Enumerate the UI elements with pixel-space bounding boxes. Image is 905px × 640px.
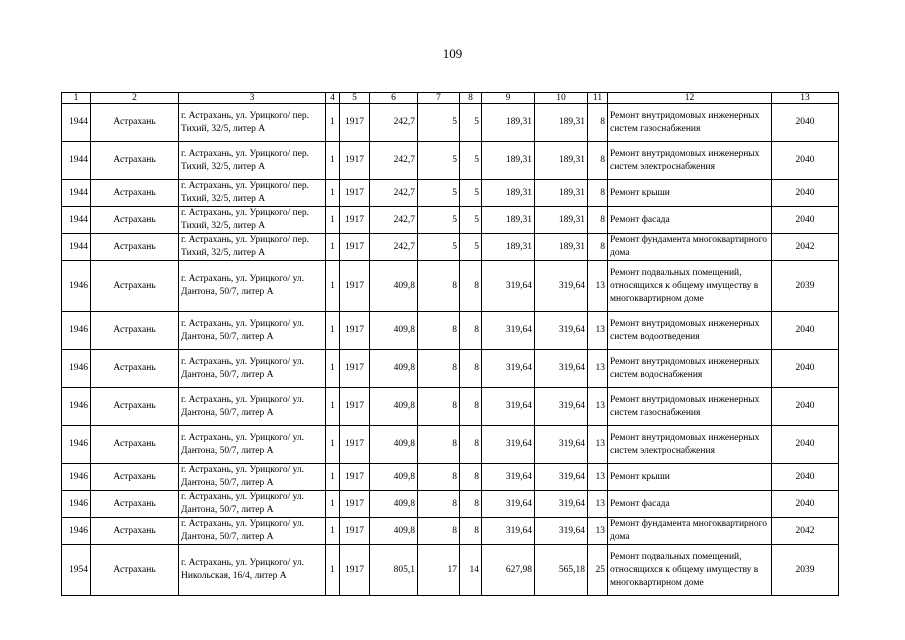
cell-col7: 5 bbox=[418, 142, 460, 180]
cell-area: 242,7 bbox=[370, 104, 418, 142]
table-row bbox=[62, 491, 839, 518]
cell-number: 1946 bbox=[62, 464, 91, 491]
table-row bbox=[62, 142, 839, 180]
cell-number: 1946 bbox=[62, 312, 91, 350]
cell-col7: 8 bbox=[418, 261, 460, 312]
cell-year-planned: 2039 bbox=[772, 261, 839, 312]
cell-city: Астрахань bbox=[91, 207, 179, 234]
cell-number: 1944 bbox=[62, 207, 91, 234]
cell-number: 1946 bbox=[62, 426, 91, 464]
cell-col9: 319,64 bbox=[482, 388, 535, 426]
cell-col4: 1 bbox=[326, 545, 340, 596]
column-header: 13 bbox=[772, 93, 839, 104]
cell-col9: 189,31 bbox=[482, 142, 535, 180]
cell-col10: 189,31 bbox=[535, 142, 588, 180]
cell-year: 1917 bbox=[340, 464, 370, 491]
cell-work-type: Ремонт внутридомовых инженерных систем водоотведения bbox=[608, 312, 772, 350]
table-row bbox=[62, 545, 839, 596]
cell-year: 1917 bbox=[340, 261, 370, 312]
cell-col8: 5 bbox=[460, 207, 482, 234]
cell-col10: 319,64 bbox=[535, 350, 588, 388]
cell-col9: 189,31 bbox=[482, 234, 535, 261]
cell-year-planned: 2040 bbox=[772, 388, 839, 426]
table-row bbox=[62, 207, 839, 234]
cell-work-type: Ремонт внутридомовых инженерных систем водоснабжения bbox=[608, 350, 772, 388]
cell-work-type: Ремонт подвальных помещений, относящихся к общему имуществу в многоквартирном доме bbox=[608, 261, 772, 312]
cell-area: 242,7 bbox=[370, 180, 418, 207]
cell-number: 1946 bbox=[62, 491, 91, 518]
cell-year-planned: 2040 bbox=[772, 312, 839, 350]
cell-col8: 8 bbox=[460, 350, 482, 388]
cell-address: г. Астрахань, ул. Урицкого/ пер. Тихий, 32/5, литер А bbox=[179, 142, 326, 180]
column-header: 6 bbox=[370, 93, 418, 104]
cell-work-type: Ремонт подвальных помещений, относящихся к общему имуществу в многоквартирном доме bbox=[608, 545, 772, 596]
column-header: 2 bbox=[91, 93, 179, 104]
cell-area: 409,8 bbox=[370, 518, 418, 545]
cell-city: Астрахань bbox=[91, 545, 179, 596]
column-header: 12 bbox=[608, 93, 772, 104]
cell-city: Астрахань bbox=[91, 261, 179, 312]
cell-col8: 8 bbox=[460, 312, 482, 350]
cell-col11: 8 bbox=[588, 207, 608, 234]
cell-year: 1917 bbox=[340, 518, 370, 545]
cell-col7: 5 bbox=[418, 234, 460, 261]
cell-col8: 5 bbox=[460, 104, 482, 142]
cell-col4: 1 bbox=[326, 426, 340, 464]
cell-col8: 5 bbox=[460, 234, 482, 261]
cell-address: г. Астрахань, ул. Урицкого/ ул. Дантона, 50/7, литер А bbox=[179, 518, 326, 545]
cell-col11: 13 bbox=[588, 426, 608, 464]
cell-col7: 8 bbox=[418, 350, 460, 388]
cell-year: 1917 bbox=[340, 207, 370, 234]
cell-col8: 8 bbox=[460, 464, 482, 491]
cell-year-planned: 2040 bbox=[772, 491, 839, 518]
table-row bbox=[62, 388, 839, 426]
cell-area: 409,8 bbox=[370, 350, 418, 388]
cell-col9: 319,64 bbox=[482, 426, 535, 464]
cell-col10: 565,18 bbox=[535, 545, 588, 596]
cell-col8: 8 bbox=[460, 518, 482, 545]
cell-year: 1917 bbox=[340, 104, 370, 142]
cell-year: 1917 bbox=[340, 312, 370, 350]
column-header: 5 bbox=[340, 93, 370, 104]
cell-col4: 1 bbox=[326, 491, 340, 518]
cell-number: 1946 bbox=[62, 261, 91, 312]
cell-city: Астрахань bbox=[91, 104, 179, 142]
cell-area: 409,8 bbox=[370, 388, 418, 426]
column-header: 3 bbox=[179, 93, 326, 104]
cell-col4: 1 bbox=[326, 350, 340, 388]
cell-year: 1917 bbox=[340, 426, 370, 464]
table-row bbox=[62, 464, 839, 491]
cell-col4: 1 bbox=[326, 104, 340, 142]
cell-work-type: Ремонт крыши bbox=[608, 180, 772, 207]
cell-city: Астрахань bbox=[91, 234, 179, 261]
table-row bbox=[62, 234, 839, 261]
cell-city: Астрахань bbox=[91, 180, 179, 207]
cell-area: 242,7 bbox=[370, 207, 418, 234]
table-row bbox=[62, 426, 839, 464]
cell-col8: 5 bbox=[460, 142, 482, 180]
cell-col4: 1 bbox=[326, 464, 340, 491]
cell-area: 409,8 bbox=[370, 312, 418, 350]
cell-col4: 1 bbox=[326, 261, 340, 312]
column-header: 1 bbox=[62, 93, 91, 104]
cell-col4: 1 bbox=[326, 518, 340, 545]
cell-address: г. Астрахань, ул. Урицкого/ ул. Дантона, 50/7, литер А bbox=[179, 464, 326, 491]
cell-address: г. Астрахань, ул. Урицкого/ пер. Тихий, 32/5, литер А bbox=[179, 234, 326, 261]
column-header: 11 bbox=[588, 93, 608, 104]
cell-number: 1946 bbox=[62, 350, 91, 388]
cell-col10: 319,64 bbox=[535, 388, 588, 426]
cell-col11: 13 bbox=[588, 388, 608, 426]
column-number-row bbox=[62, 93, 839, 104]
table-row bbox=[62, 312, 839, 350]
table-row bbox=[62, 180, 839, 207]
cell-area: 409,8 bbox=[370, 261, 418, 312]
cell-city: Астрахань bbox=[91, 518, 179, 545]
cell-work-type: Ремонт внутридомовых инженерных систем электроснабжения bbox=[608, 142, 772, 180]
cell-address: г. Астрахань, ул. Урицкого/ ул. Дантона, 50/7, литер А bbox=[179, 426, 326, 464]
cell-col9: 319,64 bbox=[482, 350, 535, 388]
cell-year-planned: 2040 bbox=[772, 350, 839, 388]
cell-area: 409,8 bbox=[370, 491, 418, 518]
table-row bbox=[62, 350, 839, 388]
cell-work-type: Ремонт фундамента многоквартирного дома bbox=[608, 518, 772, 545]
column-header: 7 bbox=[418, 93, 460, 104]
cell-col9: 319,64 bbox=[482, 491, 535, 518]
cell-col7: 8 bbox=[418, 388, 460, 426]
cell-city: Астрахань bbox=[91, 426, 179, 464]
cell-col7: 8 bbox=[418, 518, 460, 545]
cell-address: г. Астрахань, ул. Урицкого/ пер. Тихий, 32/5, литер А bbox=[179, 180, 326, 207]
cell-address: г. Астрахань, ул. Урицкого/ ул. Дантона, 50/7, литер А bbox=[179, 261, 326, 312]
column-header: 9 bbox=[482, 93, 535, 104]
cell-address: г. Астрахань, ул. Урицкого/ пер. Тихий, 32/5, литер А bbox=[179, 207, 326, 234]
cell-number: 1954 bbox=[62, 545, 91, 596]
cell-city: Астрахань bbox=[91, 142, 179, 180]
cell-col10: 189,31 bbox=[535, 234, 588, 261]
cell-col7: 8 bbox=[418, 491, 460, 518]
cell-year-planned: 2040 bbox=[772, 426, 839, 464]
cell-col11: 8 bbox=[588, 142, 608, 180]
capital-repair-table bbox=[61, 92, 839, 596]
cell-work-type: Ремонт фасада bbox=[608, 207, 772, 234]
cell-number: 1946 bbox=[62, 518, 91, 545]
cell-city: Астрахань bbox=[91, 464, 179, 491]
cell-col8: 8 bbox=[460, 426, 482, 464]
cell-col4: 1 bbox=[326, 180, 340, 207]
cell-year: 1917 bbox=[340, 545, 370, 596]
cell-col10: 189,31 bbox=[535, 207, 588, 234]
cell-col10: 319,64 bbox=[535, 491, 588, 518]
cell-col9: 189,31 bbox=[482, 207, 535, 234]
cell-year-planned: 2042 bbox=[772, 234, 839, 261]
cell-col11: 13 bbox=[588, 350, 608, 388]
table-row bbox=[62, 261, 839, 312]
cell-col9: 189,31 bbox=[482, 104, 535, 142]
cell-year-planned: 2042 bbox=[772, 518, 839, 545]
cell-col10: 189,31 bbox=[535, 180, 588, 207]
cell-year: 1917 bbox=[340, 350, 370, 388]
cell-city: Астрахань bbox=[91, 350, 179, 388]
cell-col11: 8 bbox=[588, 104, 608, 142]
page-number: 109 bbox=[442, 46, 463, 61]
cell-col7: 8 bbox=[418, 426, 460, 464]
cell-col7: 5 bbox=[418, 180, 460, 207]
cell-col10: 319,64 bbox=[535, 261, 588, 312]
cell-work-type: Ремонт фасада bbox=[608, 491, 772, 518]
cell-col4: 1 bbox=[326, 234, 340, 261]
cell-number: 1944 bbox=[62, 142, 91, 180]
cell-col4: 1 bbox=[326, 388, 340, 426]
cell-year: 1917 bbox=[340, 142, 370, 180]
cell-col8: 8 bbox=[460, 491, 482, 518]
cell-col8: 8 bbox=[460, 388, 482, 426]
cell-work-type: Ремонт внутридомовых инженерных систем газоснабжения bbox=[608, 388, 772, 426]
cell-col9: 319,64 bbox=[482, 464, 535, 491]
cell-col4: 1 bbox=[326, 142, 340, 180]
cell-col9: 319,64 bbox=[482, 312, 535, 350]
cell-col8: 5 bbox=[460, 180, 482, 207]
cell-area: 242,7 bbox=[370, 234, 418, 261]
table-row bbox=[62, 518, 839, 545]
table-row bbox=[62, 104, 839, 142]
cell-col11: 13 bbox=[588, 312, 608, 350]
cell-year-planned: 2040 bbox=[772, 104, 839, 142]
cell-col8: 14 bbox=[460, 545, 482, 596]
cell-area: 805,1 bbox=[370, 545, 418, 596]
cell-address: г. Астрахань, ул. Урицкого/ ул. Дантона, 50/7, литер А bbox=[179, 350, 326, 388]
cell-work-type: Ремонт внутридомовых инженерных систем электроснабжения bbox=[608, 426, 772, 464]
cell-col7: 8 bbox=[418, 464, 460, 491]
cell-col11: 13 bbox=[588, 464, 608, 491]
cell-area: 409,8 bbox=[370, 464, 418, 491]
cell-col4: 1 bbox=[326, 207, 340, 234]
cell-col11: 25 bbox=[588, 545, 608, 596]
cell-col11: 8 bbox=[588, 234, 608, 261]
cell-col11: 13 bbox=[588, 261, 608, 312]
cell-col10: 319,64 bbox=[535, 312, 588, 350]
column-header: 10 bbox=[535, 93, 588, 104]
cell-city: Астрахань bbox=[91, 388, 179, 426]
cell-year: 1917 bbox=[340, 491, 370, 518]
cell-year: 1917 bbox=[340, 234, 370, 261]
cell-number: 1946 bbox=[62, 388, 91, 426]
cell-address: г. Астрахань, ул. Урицкого/ ул. Дантона, 50/7, литер А bbox=[179, 312, 326, 350]
cell-work-type: Ремонт внутридомовых инженерных систем газоснабжения bbox=[608, 104, 772, 142]
cell-col10: 319,64 bbox=[535, 464, 588, 491]
cell-number: 1944 bbox=[62, 104, 91, 142]
cell-city: Астрахань bbox=[91, 312, 179, 350]
cell-area: 409,8 bbox=[370, 426, 418, 464]
cell-col7: 8 bbox=[418, 312, 460, 350]
cell-address: г. Астрахань, ул. Урицкого/ ул. Никольская, 16/4, литер А bbox=[179, 545, 326, 596]
cell-work-type: Ремонт крыши bbox=[608, 464, 772, 491]
cell-year-planned: 2040 bbox=[772, 180, 839, 207]
cell-col11: 8 bbox=[588, 180, 608, 207]
cell-col11: 13 bbox=[588, 518, 608, 545]
cell-col7: 5 bbox=[418, 104, 460, 142]
cell-area: 242,7 bbox=[370, 142, 418, 180]
cell-col7: 5 bbox=[418, 207, 460, 234]
cell-col9: 319,64 bbox=[482, 518, 535, 545]
column-header: 8 bbox=[460, 93, 482, 104]
cell-col10: 319,64 bbox=[535, 426, 588, 464]
cell-col11: 13 bbox=[588, 491, 608, 518]
cell-number: 1944 bbox=[62, 180, 91, 207]
cell-col7: 17 bbox=[418, 545, 460, 596]
cell-col10: 189,31 bbox=[535, 104, 588, 142]
cell-address: г. Астрахань, ул. Урицкого/ ул. Дантона, 50/7, литер А bbox=[179, 491, 326, 518]
cell-city: Астрахань bbox=[91, 491, 179, 518]
cell-address: г. Астрахань, ул. Урицкого/ ул. Дантона, 50/7, литер А bbox=[179, 388, 326, 426]
cell-year: 1917 bbox=[340, 180, 370, 207]
cell-col9: 627,98 bbox=[482, 545, 535, 596]
cell-year-planned: 2039 bbox=[772, 545, 839, 596]
cell-address: г. Астрахань, ул. Урицкого/ пер. Тихий, 32/5, литер А bbox=[179, 104, 326, 142]
cell-number: 1944 bbox=[62, 234, 91, 261]
cell-col9: 319,64 bbox=[482, 261, 535, 312]
cell-col10: 319,64 bbox=[535, 518, 588, 545]
cell-year-planned: 2040 bbox=[772, 142, 839, 180]
cell-year-planned: 2040 bbox=[772, 464, 839, 491]
cell-col9: 189,31 bbox=[482, 180, 535, 207]
cell-work-type: Ремонт фундамента многоквартирного дома bbox=[608, 234, 772, 261]
cell-year-planned: 2040 bbox=[772, 207, 839, 234]
column-header: 4 bbox=[326, 93, 340, 104]
cell-col4: 1 bbox=[326, 312, 340, 350]
cell-col8: 8 bbox=[460, 261, 482, 312]
cell-year: 1917 bbox=[340, 388, 370, 426]
